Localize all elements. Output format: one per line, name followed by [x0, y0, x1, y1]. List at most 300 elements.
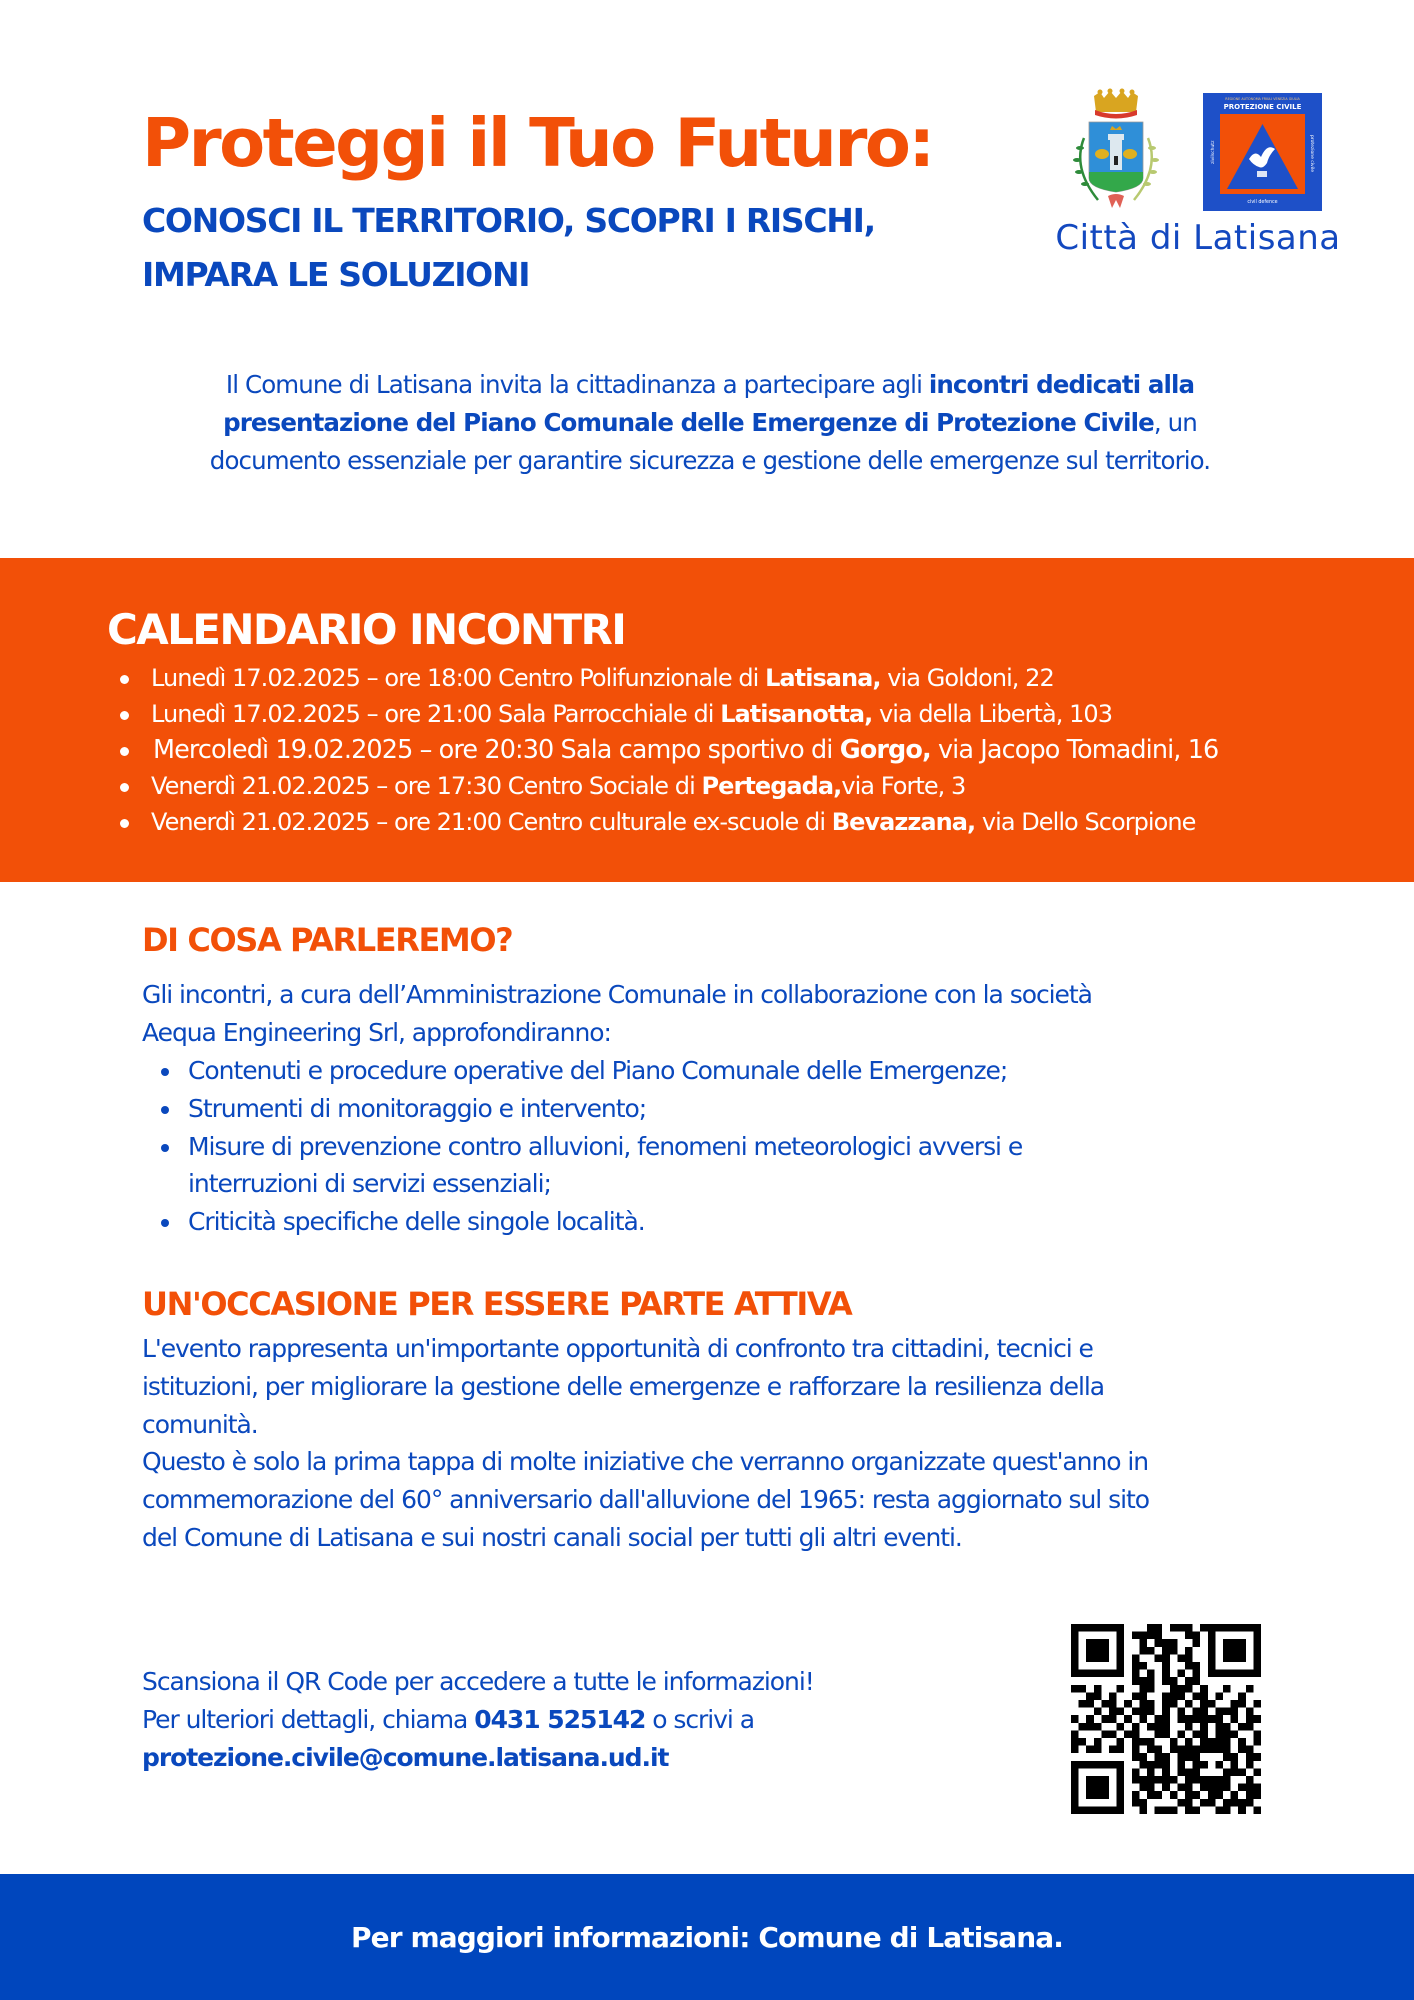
- qr-module: [1162, 1723, 1170, 1731]
- qr-module: [1101, 1624, 1109, 1632]
- qr-module: [1200, 1624, 1208, 1632]
- qr-module: [1109, 1761, 1117, 1769]
- qr-module: [1139, 1776, 1147, 1784]
- qr-module: [1162, 1662, 1170, 1670]
- qr-module: [1253, 1654, 1261, 1662]
- qr-module: [1223, 1746, 1231, 1754]
- qr-module: [1086, 1715, 1094, 1723]
- participation-line: del Comune di Latisana e sui nostri canali social per tutti gli altri eventi.: [142, 1522, 962, 1552]
- qr-module: [1132, 1662, 1140, 1670]
- qr-module: [1170, 1692, 1178, 1700]
- qr-module: [1215, 1692, 1223, 1700]
- qr-module: [1177, 1746, 1185, 1754]
- qr-module: [1071, 1730, 1079, 1738]
- qr-module: [1200, 1784, 1208, 1792]
- qr-module: [1117, 1776, 1125, 1784]
- qr-module: [1246, 1708, 1254, 1716]
- qr-module: [1231, 1700, 1239, 1708]
- bullet-icon: [120, 711, 129, 720]
- qr-module: [1208, 1791, 1216, 1799]
- qr-module: [1139, 1761, 1147, 1769]
- qr-module: [1185, 1632, 1193, 1640]
- qr-module: [1193, 1746, 1201, 1754]
- qr-module: [1079, 1685, 1087, 1693]
- qr-module: [1079, 1723, 1087, 1731]
- qr-module: [1132, 1730, 1140, 1738]
- qr-module: [1162, 1784, 1170, 1792]
- intro-paragraph: [130, 366, 1290, 480]
- qr-module: [1208, 1639, 1216, 1647]
- participation-line: L'evento rappresenta un'importante opportunità di confronto tra cittadini, tecnici e: [142, 1334, 1093, 1363]
- qr-module: [1215, 1776, 1223, 1784]
- pc-logo-left-label: zivilschutz: [1211, 140, 1216, 164]
- qr-module: [1231, 1647, 1239, 1655]
- qr-module: [1139, 1692, 1147, 1700]
- qr-module: [1177, 1784, 1185, 1792]
- qr-module: [1208, 1746, 1216, 1754]
- qr-module: [1162, 1768, 1170, 1776]
- qr-module: [1177, 1715, 1185, 1723]
- qr-module: [1162, 1753, 1170, 1761]
- qr-module: [1094, 1692, 1102, 1700]
- qr-module: [1177, 1761, 1185, 1769]
- qr-module: [1185, 1799, 1193, 1807]
- qr-module: [1155, 1654, 1163, 1662]
- qr-module: [1139, 1700, 1147, 1708]
- qr-module: [1124, 1700, 1132, 1708]
- qr-module: [1109, 1730, 1117, 1738]
- intro-text: Il Comune di Latisana invita la cittadinanza a partecipare agli: [225, 370, 929, 399]
- qr-module: [1215, 1746, 1223, 1754]
- qr-module: [1253, 1662, 1261, 1670]
- event-address: via Goldoni, 22: [880, 664, 1054, 692]
- qr-module: [1086, 1746, 1094, 1754]
- qr-module: [1246, 1761, 1254, 1769]
- qr-module: [1200, 1761, 1208, 1769]
- qr-module: [1132, 1799, 1140, 1807]
- qr-module: [1117, 1738, 1125, 1746]
- event-address: via Dello Scorpione: [975, 808, 1196, 836]
- qr-module: [1071, 1784, 1079, 1792]
- qr-module: [1162, 1670, 1170, 1678]
- qr-module: [1215, 1723, 1223, 1731]
- qr-module: [1215, 1791, 1223, 1799]
- qr-module: [1215, 1708, 1223, 1716]
- qr-module: [1124, 1715, 1132, 1723]
- calendar-event: [0, 696, 1218, 732]
- qr-module: [1200, 1715, 1208, 1723]
- qr-module: [1117, 1746, 1125, 1754]
- qr-module: [1079, 1761, 1087, 1769]
- subtitle-line: IMPARA LE SOLUZIONI: [142, 255, 530, 294]
- qr-module: [1147, 1647, 1155, 1655]
- qr-module: [1185, 1753, 1193, 1761]
- qr-module: [1177, 1624, 1185, 1632]
- qr-module: [1079, 1806, 1087, 1814]
- qr-module: [1155, 1753, 1163, 1761]
- qr-module: [1185, 1776, 1193, 1784]
- qr-module: [1223, 1730, 1231, 1738]
- qr-module: [1253, 1784, 1261, 1792]
- qr-module: [1071, 1715, 1079, 1723]
- qr-module: [1094, 1806, 1102, 1814]
- qr-module: [1170, 1639, 1178, 1647]
- qr-module: [1246, 1753, 1254, 1761]
- qr-module: [1132, 1670, 1140, 1678]
- event-place: Latisana,: [765, 664, 881, 692]
- qr-module: [1208, 1662, 1216, 1670]
- qr-module: [1139, 1662, 1147, 1670]
- qr-module: [1238, 1639, 1246, 1647]
- qr-module: [1086, 1639, 1094, 1647]
- qr-module: [1101, 1784, 1109, 1792]
- qr-module: [1238, 1806, 1246, 1814]
- intro-line-2: [130, 404, 1290, 442]
- qr-module: [1200, 1730, 1208, 1738]
- qr-module: [1132, 1791, 1140, 1799]
- qr-module: [1071, 1791, 1079, 1799]
- qr-module: [1139, 1806, 1147, 1814]
- qr-module: [1246, 1791, 1254, 1799]
- qr-module: [1177, 1685, 1185, 1693]
- topic-text: Contenuti e procedure operative del Piano Comunale delle Emergenze;: [188, 1056, 1008, 1085]
- qr-module: [1231, 1715, 1239, 1723]
- qr-module: [1215, 1806, 1223, 1814]
- topic-item: [0, 1090, 1022, 1128]
- intro-highlight: incontri dedicati alla: [928, 370, 1195, 399]
- qr-module: [1193, 1632, 1201, 1640]
- qr-module: [1139, 1715, 1147, 1723]
- qr-module: [1117, 1685, 1125, 1693]
- city-crest-logo: [1064, 88, 1168, 212]
- qr-module: [1101, 1791, 1109, 1799]
- qr-module: [1246, 1784, 1254, 1792]
- qr-module: [1185, 1624, 1193, 1632]
- qr-module: [1238, 1768, 1246, 1776]
- qr-module: [1223, 1784, 1231, 1792]
- participation-line: commemorazione del 60° anniversario dall'alluvione del 1965: resta aggiornato sul sito: [142, 1485, 1149, 1515]
- qr-module: [1200, 1723, 1208, 1731]
- qr-module: [1223, 1776, 1231, 1784]
- qr-module: [1147, 1708, 1155, 1716]
- qr-module: [1155, 1715, 1163, 1723]
- qr-module: [1208, 1654, 1216, 1662]
- qr-module: [1200, 1700, 1208, 1708]
- qr-module: [1147, 1768, 1155, 1776]
- qr-module: [1253, 1730, 1261, 1738]
- qr-module: [1109, 1715, 1117, 1723]
- qr-module: [1253, 1738, 1261, 1746]
- qr-module: [1155, 1624, 1163, 1632]
- qr-module: [1139, 1738, 1147, 1746]
- calendar-event: [0, 660, 1218, 696]
- qr-module: [1086, 1647, 1094, 1655]
- qr-module: [1147, 1746, 1155, 1754]
- qr-module: [1208, 1776, 1216, 1784]
- qr-module: [1246, 1776, 1254, 1784]
- pc-logo-region: REGIONE AUTONOMA FRIULI VENEZIA GIULIA: [1225, 97, 1300, 101]
- qr-module: [1170, 1806, 1178, 1814]
- qr-module: [1200, 1685, 1208, 1693]
- qr-module: [1162, 1639, 1170, 1647]
- qr-module: [1109, 1806, 1117, 1814]
- qr-module: [1170, 1776, 1178, 1784]
- qr-module: [1170, 1746, 1178, 1754]
- qr-module: [1117, 1624, 1125, 1632]
- qr-module: [1101, 1639, 1109, 1647]
- qr-module: [1177, 1670, 1185, 1678]
- qr-module: [1231, 1654, 1239, 1662]
- qr-module: [1094, 1738, 1102, 1746]
- qr-module: [1208, 1799, 1216, 1807]
- qr-module: [1231, 1670, 1239, 1678]
- qr-module: [1094, 1761, 1102, 1769]
- qr-module: [1223, 1624, 1231, 1632]
- qr-module: [1155, 1632, 1163, 1640]
- qr-module: [1139, 1639, 1147, 1647]
- qr-module: [1215, 1761, 1223, 1769]
- qr-module: [1200, 1776, 1208, 1784]
- qr-module: [1071, 1776, 1079, 1784]
- qr-module: [1117, 1662, 1125, 1670]
- qr-module: [1139, 1685, 1147, 1693]
- qr-module: [1101, 1700, 1109, 1708]
- qr-module: [1223, 1753, 1231, 1761]
- qr-module: [1223, 1723, 1231, 1731]
- qr-module: [1109, 1700, 1117, 1708]
- qr-module: [1170, 1647, 1178, 1655]
- topics-title: DI COSA PARLEREMO?: [142, 921, 513, 959]
- qr-module: [1132, 1677, 1140, 1685]
- qr-module: [1231, 1753, 1239, 1761]
- qr-module: [1185, 1806, 1193, 1814]
- event-details: Lunedì 17.02.2025 – ore 21:00 Sala Parrocchiale di: [151, 700, 721, 728]
- qr-module: [1094, 1654, 1102, 1662]
- qr-module: [1185, 1746, 1193, 1754]
- qr-module: [1170, 1624, 1178, 1632]
- qr-module: [1139, 1799, 1147, 1807]
- qr-module: [1253, 1791, 1261, 1799]
- qr-module: [1185, 1738, 1193, 1746]
- intro-highlight: presentazione del Piano Comunale delle Emergenze di Protezione Civile: [223, 408, 1154, 437]
- qr-module: [1086, 1654, 1094, 1662]
- qr-module: [1193, 1715, 1201, 1723]
- qr-module: [1086, 1692, 1094, 1700]
- qr-module: [1170, 1700, 1178, 1708]
- qr-module: [1162, 1806, 1170, 1814]
- topic-text: Criticità specifiche delle singole località.: [188, 1207, 645, 1237]
- qr-module: [1223, 1799, 1231, 1807]
- qr-module: [1132, 1692, 1140, 1700]
- bullet-icon: [120, 819, 129, 828]
- contact-info: [142, 1663, 814, 1776]
- qr-module: [1155, 1639, 1163, 1647]
- qr-module: [1117, 1708, 1125, 1716]
- qr-module: [1094, 1708, 1102, 1716]
- event-address: via della Libertà, 103: [872, 700, 1113, 728]
- qr-module: [1086, 1806, 1094, 1814]
- qr-module: [1132, 1723, 1140, 1731]
- qr-module: [1253, 1639, 1261, 1647]
- qr-module: [1223, 1654, 1231, 1662]
- qr-module: [1238, 1700, 1246, 1708]
- qr-module: [1071, 1624, 1079, 1632]
- crown-icon: [1094, 89, 1138, 119]
- qr-module: [1177, 1768, 1185, 1776]
- qr-module: [1086, 1784, 1094, 1792]
- topic-item: [0, 1052, 1022, 1090]
- qr-module: [1208, 1624, 1216, 1632]
- qr-module: [1208, 1647, 1216, 1655]
- qr-module: [1246, 1715, 1254, 1723]
- qr-module: [1215, 1624, 1223, 1632]
- qr-module: [1079, 1670, 1087, 1678]
- qr-module: [1117, 1654, 1125, 1662]
- qr-module: [1094, 1784, 1102, 1792]
- qr-module: [1246, 1670, 1254, 1678]
- event-place: Pertegada,: [701, 772, 842, 800]
- qr-module: [1215, 1784, 1223, 1792]
- qr-module: [1071, 1632, 1079, 1640]
- qr-module: [1185, 1715, 1193, 1723]
- qr-module: [1200, 1799, 1208, 1807]
- phone-number[interactable]: 0431 525142: [474, 1704, 646, 1734]
- qr-module: [1231, 1799, 1239, 1807]
- qr-module: [1162, 1715, 1170, 1723]
- bullet-icon: [120, 783, 129, 792]
- qr-module: [1101, 1776, 1109, 1784]
- qr-module: [1132, 1708, 1140, 1716]
- qr-module: [1117, 1784, 1125, 1792]
- qr-module: [1147, 1700, 1155, 1708]
- phone-prefix: Per ulteriori dettagli, chiama: [142, 1704, 475, 1734]
- qr-module: [1253, 1753, 1261, 1761]
- subtitle-line: CONOSCI IL TERRITORIO, SCOPRI I RISCHI,: [142, 201, 875, 240]
- qr-module: [1162, 1677, 1170, 1685]
- qr-module: [1193, 1730, 1201, 1738]
- qr-module: [1079, 1700, 1087, 1708]
- qr-module: [1170, 1791, 1178, 1799]
- qr-module: [1246, 1723, 1254, 1731]
- qr-module: [1238, 1654, 1246, 1662]
- event-details: Lunedì 17.02.2025 – ore 18:00 Centro Polifunzionale di: [151, 664, 766, 692]
- qr-module: [1200, 1746, 1208, 1754]
- email-link[interactable]: protezione.civile@comune.latisana.ud.it: [142, 1742, 669, 1772]
- event-place: Bevazzana,: [831, 808, 976, 836]
- pc-logo-title: PROTEZIONE CIVILE: [1223, 103, 1302, 111]
- qr-module: [1162, 1730, 1170, 1738]
- qr-module: [1079, 1738, 1087, 1746]
- qr-module: [1094, 1624, 1102, 1632]
- qr-module: [1185, 1700, 1193, 1708]
- qr-module: [1147, 1776, 1155, 1784]
- qr-module: [1185, 1791, 1193, 1799]
- qr-module: [1086, 1761, 1094, 1769]
- qr-module: [1177, 1799, 1185, 1807]
- event-address: via Forte, 3: [841, 772, 966, 800]
- qr-module: [1238, 1692, 1246, 1700]
- qr-module: [1139, 1753, 1147, 1761]
- qr-module: [1071, 1768, 1079, 1776]
- qr-module: [1253, 1715, 1261, 1723]
- qr-module: [1185, 1685, 1193, 1693]
- qr-module: [1246, 1685, 1254, 1693]
- intro-line-1: [130, 366, 1290, 404]
- qr-module: [1101, 1715, 1109, 1723]
- qr-module: [1185, 1662, 1193, 1670]
- qr-module: [1246, 1624, 1254, 1632]
- qr-module: [1238, 1647, 1246, 1655]
- footer-text: Per maggiori informazioni: Comune di Latisana.: [351, 1920, 1063, 1954]
- topics-intro-line: Gli incontri, a cura dell’Amministrazione Comunale in collaborazione con la società: [142, 980, 1092, 1009]
- phone-line: [142, 1701, 814, 1739]
- topic-item: [0, 1128, 1022, 1204]
- qr-module: [1185, 1723, 1193, 1731]
- qr-module: [1215, 1730, 1223, 1738]
- qr-module: [1215, 1738, 1223, 1746]
- qr-module: [1117, 1761, 1125, 1769]
- bullet-icon: [161, 1219, 169, 1227]
- qr-module: [1147, 1677, 1155, 1685]
- qr-module: [1101, 1670, 1109, 1678]
- topic-text: Strumenti di monitoraggio e intervento;: [188, 1093, 647, 1123]
- qr-module: [1193, 1768, 1201, 1776]
- qr-module: [1238, 1670, 1246, 1678]
- qr-module: [1253, 1670, 1261, 1678]
- pc-logo-bottom-label: civil defence: [1247, 200, 1278, 205]
- qr-module: [1223, 1768, 1231, 1776]
- topics-intro-line: Aequa Engineering Srl, approfondiranno:: [142, 1017, 611, 1047]
- qr-module: [1155, 1723, 1163, 1731]
- qr-module: [1193, 1639, 1201, 1647]
- qr-module: [1185, 1654, 1193, 1662]
- phone-suffix: o scrivi a: [645, 1704, 754, 1734]
- qr-module: [1185, 1677, 1193, 1685]
- qr-module: [1147, 1791, 1155, 1799]
- qr-module: [1139, 1647, 1147, 1655]
- topics-intro: [142, 976, 1092, 1052]
- qr-module: [1155, 1806, 1163, 1814]
- calendar-event: [0, 804, 1218, 840]
- qr-code[interactable]: [1071, 1624, 1261, 1814]
- qr-module: [1177, 1753, 1185, 1761]
- intro-line-3: documento essenziale per garantire sicurezza e gestione delle emergenze sul territorio.: [209, 446, 1211, 475]
- qr-module: [1231, 1761, 1239, 1769]
- qr-module: [1231, 1791, 1239, 1799]
- qr-module: [1101, 1647, 1109, 1655]
- qr-module: [1132, 1768, 1140, 1776]
- qr-module: [1147, 1632, 1155, 1640]
- qr-module: [1155, 1776, 1163, 1784]
- qr-module: [1162, 1776, 1170, 1784]
- topic-item: [0, 1203, 1022, 1241]
- qr-module: [1231, 1708, 1239, 1716]
- qr-module: [1109, 1692, 1117, 1700]
- qr-module: [1117, 1723, 1125, 1731]
- qr-module: [1177, 1654, 1185, 1662]
- qr-module: [1071, 1670, 1079, 1678]
- qr-module: [1223, 1639, 1231, 1647]
- participation-paragraph: [142, 1330, 1149, 1557]
- qr-module: [1147, 1670, 1155, 1678]
- qr-module: [1170, 1677, 1178, 1685]
- pc-logo-right-label: protezione civile: [1309, 135, 1314, 172]
- qr-module: [1162, 1692, 1170, 1700]
- qr-module: [1177, 1708, 1185, 1716]
- city-name: Città di Latisana: [1055, 218, 1341, 258]
- qr-module: [1223, 1708, 1231, 1716]
- qr-module: [1193, 1677, 1201, 1685]
